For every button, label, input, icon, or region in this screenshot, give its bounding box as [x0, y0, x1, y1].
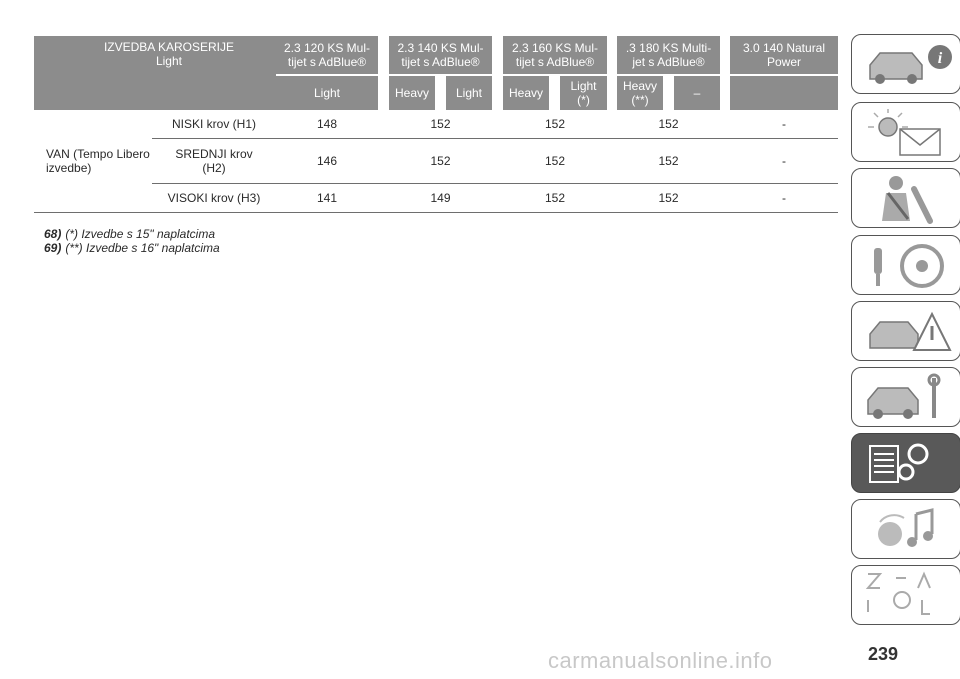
- row-1-value-5: -: [782, 117, 786, 131]
- footnote-1: [44, 227, 220, 241]
- row-3-value-3: 152: [544, 191, 566, 205]
- row-2-value-3: 152: [544, 154, 566, 168]
- header-sub-5: Light (*): [560, 76, 607, 110]
- row-1-value-3: 152: [544, 117, 566, 131]
- header-sub-7: –: [674, 76, 720, 110]
- row-1-value-1: 148: [316, 117, 338, 131]
- footnote-2-text: (**) Izvedbe s 16" naplatcima: [65, 241, 220, 255]
- breakdown-warning-icon: [860, 306, 960, 358]
- key-steering-icon: [860, 240, 960, 292]
- side-tab-car-info[interactable]: [851, 34, 960, 94]
- row-2-value-1: 146: [316, 154, 338, 168]
- multimedia-icon: [860, 504, 960, 556]
- row-1-value-4: 152: [658, 117, 679, 131]
- page-number: 239: [868, 644, 899, 664]
- row-2-value-2: 152: [430, 154, 451, 168]
- side-tab-key-steering[interactable]: [851, 235, 960, 295]
- row-1-roof: NISKI krov (H1): [171, 117, 256, 131]
- row-2-value-5: -: [782, 154, 786, 168]
- header-engine-4: .3 180 KS Multi- jet s AdBlue®: [617, 36, 720, 74]
- row-3-value-5: -: [782, 191, 786, 205]
- header-engine-2: 2.3 140 KS Mul- tijet s AdBlue®: [389, 36, 492, 74]
- header-sub-1: Light: [276, 76, 378, 110]
- side-tab-safety[interactable]: [851, 168, 960, 228]
- row-1-value-2: 152: [430, 117, 451, 131]
- watermark: carmanualsonline.info: [548, 648, 773, 673]
- row-3-roof: VISOKI krov (H3): [167, 191, 261, 205]
- header-engine-3: 2.3 160 KS Mul- tijet s AdBlue®: [503, 36, 607, 74]
- header-sub-8: [730, 76, 838, 110]
- header-divider: [276, 74, 838, 76]
- row-3-value-4: 152: [658, 191, 679, 205]
- seatbelt-safety-icon: [860, 173, 960, 225]
- footnote-1-text: (*) Izvedbe s 15" naplatcima: [65, 227, 216, 241]
- dashboard-lights-icon: [860, 107, 960, 159]
- footnote-2: [44, 241, 220, 255]
- row-2-value-4: 152: [658, 154, 679, 168]
- side-tab-multimedia[interactable]: [851, 499, 960, 559]
- footnote-1-number: 68): [44, 227, 62, 241]
- header-sub-4: Heavy: [503, 76, 549, 110]
- alphabetical-index-icon: [860, 570, 960, 622]
- footnotes: [44, 227, 220, 255]
- car-maintenance-icon: [860, 372, 960, 424]
- side-tab-index[interactable]: [851, 565, 960, 625]
- car-info-icon: [860, 39, 960, 91]
- row-line-3: [34, 212, 838, 213]
- header-sub-2: Heavy: [389, 76, 435, 110]
- svg-text:i: i: [937, 50, 943, 67]
- row-3-value-1: 141: [316, 191, 338, 205]
- side-tab-maintenance[interactable]: [851, 367, 960, 427]
- row-2-roof: SREDNJI krov (H2): [175, 147, 253, 175]
- header-body-type: IZVEDBA KAROSERIJE Light: [34, 36, 304, 110]
- header-sub-3: Light: [446, 76, 492, 110]
- footnote-2-number: 69): [44, 241, 62, 255]
- technical-data-icon: [860, 438, 960, 490]
- header-engine-1: 2.3 120 KS Mul- tijet s AdBlue®: [276, 36, 378, 74]
- side-tab-dashboard[interactable]: [851, 102, 960, 162]
- header-engine-5: 3.0 140 Natural Power: [730, 36, 838, 74]
- group-label: VAN (Tempo Libero izvedbe): [46, 146, 150, 175]
- side-tab-breakdown[interactable]: [851, 301, 960, 361]
- row-3-value-2: 149: [430, 191, 451, 205]
- header-sub-6: Heavy (**): [617, 76, 663, 110]
- side-tab-technical-data[interactable]: [851, 433, 960, 493]
